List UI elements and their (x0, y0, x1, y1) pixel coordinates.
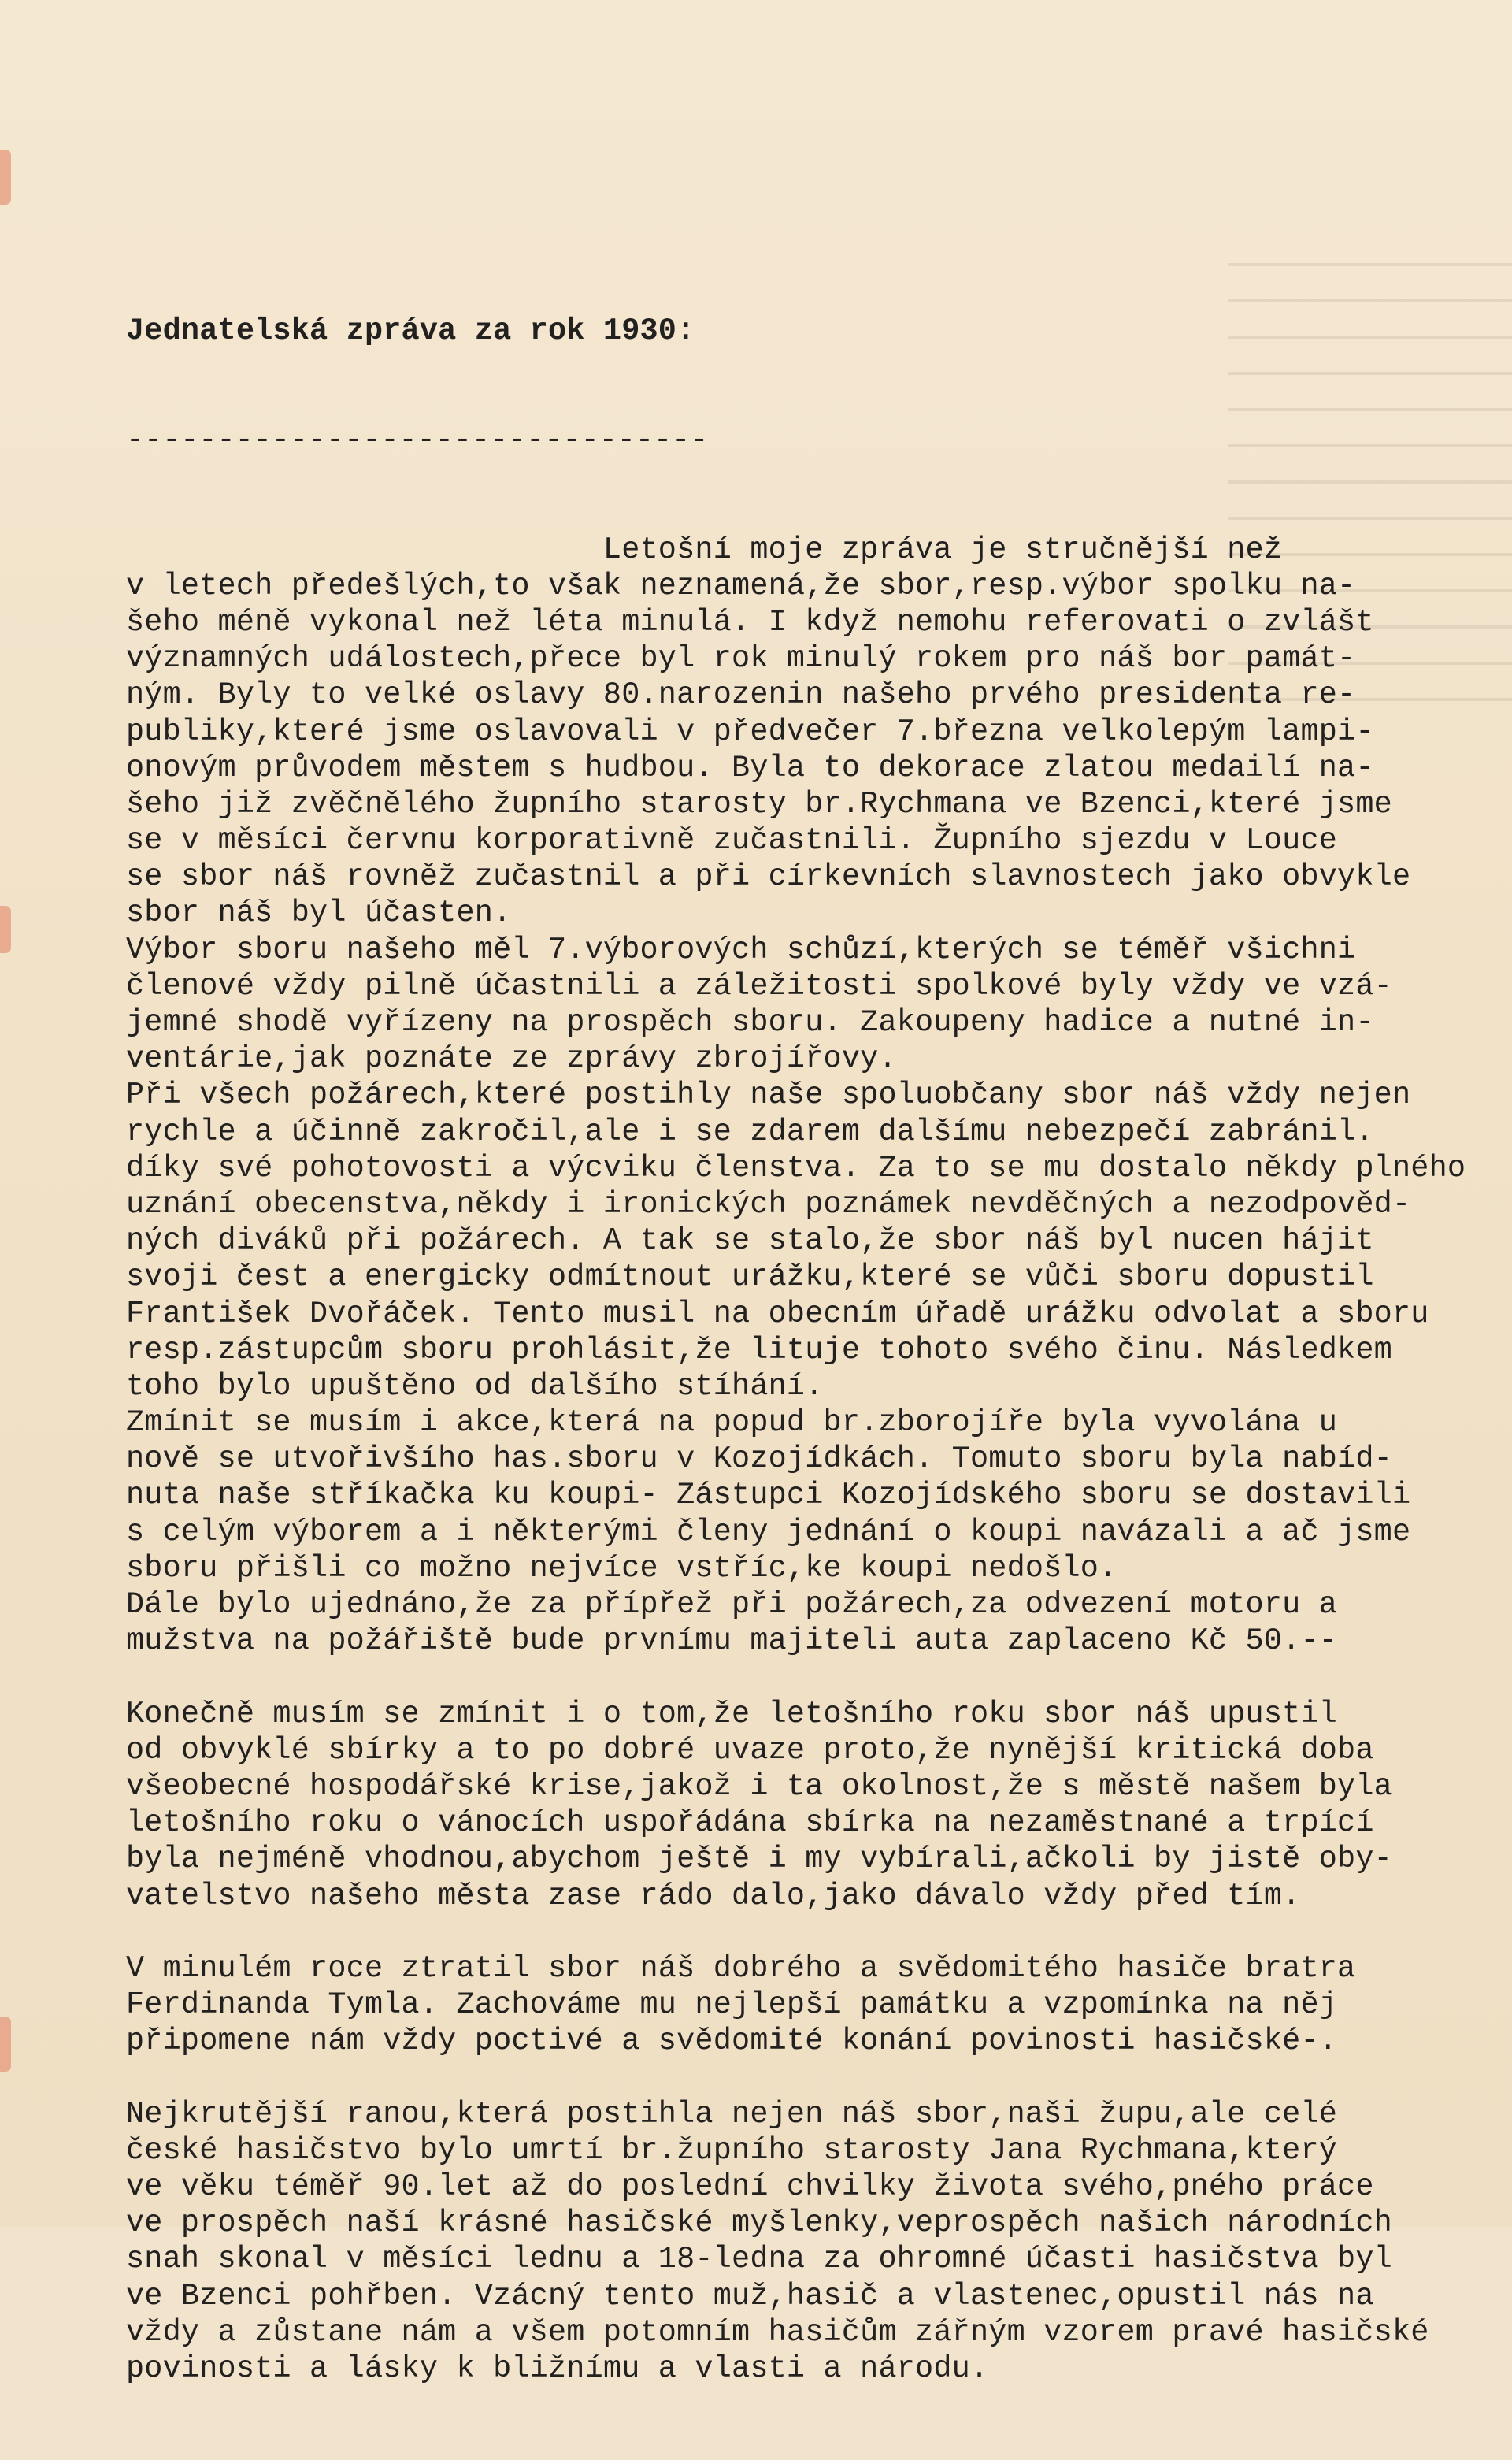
text-line: v letech předešlých,to však neznamená,že sbor,resp.výbor spolku na- (126, 568, 1356, 603)
text-line: byla nejméně vhodnou,abychom ještě i my vybírali,ačkoli by jistě oby- (126, 1842, 1392, 1877)
text-line: Konečně musím se zmínit i o tom,že letošního roku sbor náš upustil (126, 1696, 1338, 1731)
text-line: ventárie,jak poznáte ze zprávy zbrojířovy. (126, 1041, 897, 1077)
tape-mark-top (0, 150, 11, 205)
report-text (126, 240, 1512, 2460)
text-line: svoji čest a energicky odmítnout urážku,které se vůči sboru dopustil (126, 1260, 1374, 1295)
text-line: uznání obecenstva,někdy i ironických poznámek nevděčných a nezodpověd- (126, 1186, 1411, 1222)
text-line: mužstva na požářiště bude prvnímu majiteli auta zaplaceno Kč 50.-- (126, 1623, 1338, 1659)
text-line: Letošní moje zpráva je stručnější než (126, 532, 1283, 567)
text-line: František Dvořáček. Tento musil na obecním úřadě urážku odvolat a sboru (126, 1296, 1429, 1331)
text-line: povinosti a lásky k bližnímu a vlasti a národu. (126, 2351, 989, 2386)
text-line: Dále bylo ujednáno,že za přípřež při požárech,za odvezení motoru a (126, 1587, 1338, 1623)
text-line: jemné shodě vyřízeny na prospěch sboru. Zakoupeny hadice a nutné in- (126, 1005, 1374, 1041)
text-line: české hasičstvo bylo umrtí br.župního starosty Jana Rychmana,který (126, 2132, 1338, 2168)
text-line: díky své pohotovosti a výcviku členstva. Za to se mu dostalo někdy plného (126, 1150, 1466, 1185)
paragraph-gap (126, 1659, 1512, 1695)
report-body (126, 532, 1512, 2388)
text-line: ných diváků při požárech. A tak se stalo,že sbor náš byl nucen hájit (126, 1223, 1374, 1259)
text-line: ve věku téměř 90.let až do poslední chvilky života svého,pného práce (126, 2169, 1374, 2205)
text-line: sboru přišli co možno nejvíce vstříc,ke koupi nedošlo. (126, 1550, 1117, 1586)
text-line: od obvyklé sbírky a to po dobré uvaze proto,že nynější kritická doba (126, 1732, 1374, 1768)
tape-mark-bottom (0, 2017, 11, 2072)
paragraph (126, 1696, 1512, 1914)
text-line: V minulém roce ztratil sbor náš dobrého a svědomitého hasiče bratra (126, 1950, 1356, 1986)
paragraph-gap (126, 1914, 1512, 1950)
tape-mark-middle (0, 906, 11, 953)
text-line: všeobecné hospodářské krise,jakož i ta okolnost,že s městě našem byla (126, 1768, 1392, 1804)
text-line: Zmínit se musím i akce,která na popud br.zborojíře byla vyvolána u (126, 1405, 1338, 1441)
text-line: rychle a účinně zakročil,ale i se zdarem dalšímu nebezpečí zabránil. (126, 1114, 1374, 1149)
text-line: resp.zástupcům sboru prohlásit,že lituje tohoto svého činu. Následkem (126, 1332, 1392, 1367)
text-line: onovým průvodem městem s hudbou. Byla to dekorace zlatou medailí na- (126, 750, 1374, 785)
paragraph (126, 1950, 1512, 2060)
paragraph-gap (126, 2059, 1512, 2095)
text-line: nuta naše stříkačka ku koupi- Zástupci Kozojídského sboru se dostavili (126, 1478, 1411, 1513)
text-line: vždy a zůstane nám a všem potomním hasičům zářným vzorem pravé hasičské (126, 2314, 1429, 2350)
text-line: vatelstvo našeho města zase rádo dalo,jako dávalo vždy před tím. (126, 1878, 1301, 1913)
text-line: s celým výborem a i některými členy jednání o koupi navázali a ač jsme (126, 1514, 1411, 1549)
text-line: šeho již zvěčnělého župního starosty br.Rychmana ve Bzenci,které jsme (126, 786, 1392, 822)
text-line: letošního roku o vánocích uspořádána sbírka na nezaměstnané a trpící (126, 1805, 1374, 1841)
text-line: Ferdinanda Tymla. Zachováme mu nejlepší památku a vzpomínka na něj (126, 1987, 1338, 2023)
text-line: ným. Byly to velké oslavy 80.narozenin našeho prvého presidenta re- (126, 677, 1356, 713)
paragraph (126, 532, 1512, 1660)
text-line: šeho méně vykonal než léta minulá. I když nemohu referovati o zvlášt (126, 604, 1374, 640)
text-line: snah skonal v měsíci lednu a 18-ledna za ohromné účasti hasičstva byl (126, 2242, 1392, 2277)
text-line: sbor náš byl účasten. (126, 896, 512, 931)
paragraph (126, 2096, 1512, 2388)
text-line: Nejkrutější ranou,která postihla nejen náš sbor,naši župu,ale celé (126, 2096, 1338, 2132)
text-line: Při všech požárech,které postihly naše spoluobčany sbor náš vždy nejen (126, 1078, 1411, 1113)
text-line: připomene nám vždy poctivé a svědomité konání povinosti hasičské-. (126, 2024, 1338, 2059)
text-line: toho bylo upuštěno od dalšího stíhání. (126, 1368, 824, 1404)
text-line: členové vždy pilně účastnili a záležitosti spolkové byly vždy ve vzá- (126, 968, 1392, 1004)
text-line: nově se utvořivšího has.sboru v Kozojídkách. Tomuto sboru byla nabíd- (126, 1441, 1392, 1477)
text-line: publiky,které jsme oslavovali v předvečer 7.března velkolepým lampi- (126, 714, 1374, 749)
title-underline: -------------------------------- (126, 423, 709, 458)
text-line: se sbor náš rovněž zučastnil a při církevních slavnostech jako obvykle (126, 859, 1411, 895)
text-line: významných událostech,přece byl rok minulý rokem pro náš bor památ- (126, 641, 1356, 677)
text-line: ve prospěch naší krásné hasičské myšlenky,veprospěch našich národních (126, 2206, 1392, 2241)
text-line: Výbor sboru našeho měl 7.výborových schůzí,kterých se téměř všichni (126, 932, 1356, 967)
text-line: se v měsíci červnu korporativně zučastnili. Župního sjezdu v Louce (126, 823, 1338, 859)
report-title: Jednatelská zpráva za rok 1930: (126, 314, 695, 349)
text-line: ve Bzenci pohřben. Vzácný tento muž,hasič a vlastenec,opustil nás na (126, 2278, 1374, 2313)
